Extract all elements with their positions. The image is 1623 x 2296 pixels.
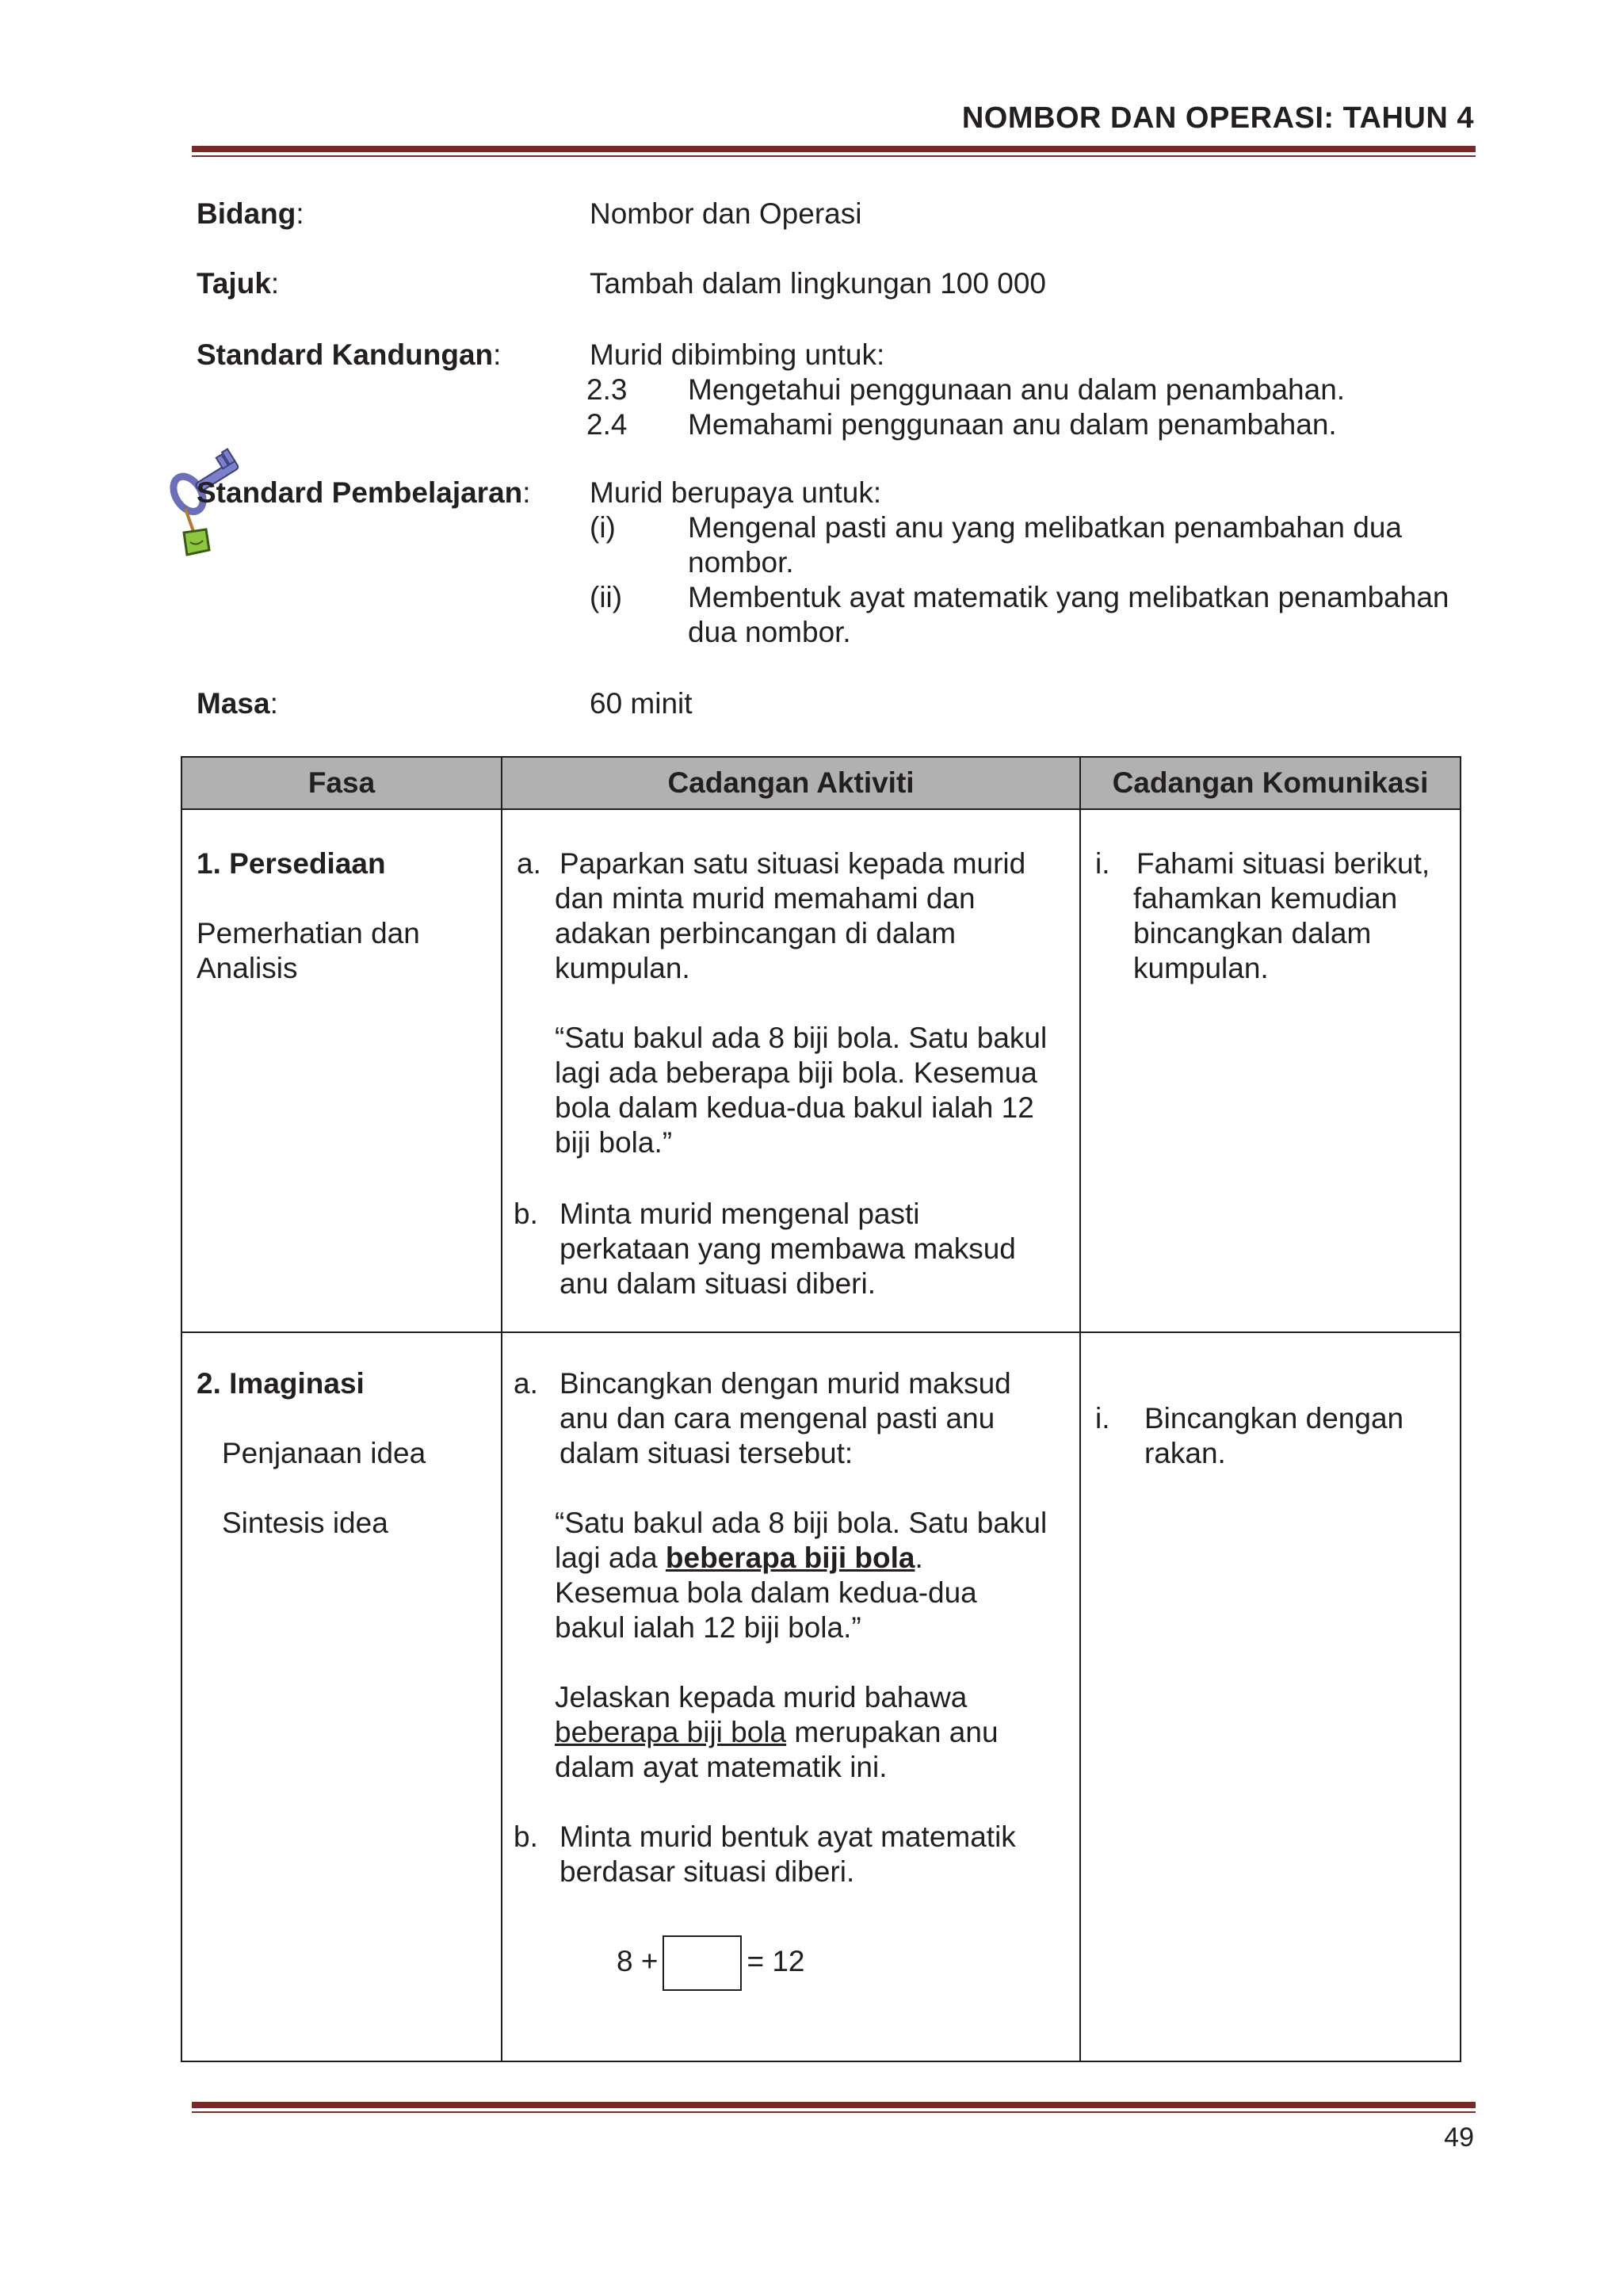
activity-text: Paparkan satu situasi kepada murid: [559, 847, 1026, 880]
masa-label: Masa:: [197, 687, 278, 720]
table-header-row: [181, 757, 1461, 809]
standard-kandungan-intro: Murid dibimbing untuk:: [590, 338, 885, 371]
situation-quote: “Satu bakul ada 8 biji bola. Satu bakul: [555, 1022, 1048, 1054]
aktiviti-cell: [502, 809, 1080, 1332]
bidang-value: Nombor dan Operasi: [590, 197, 862, 230]
header-rule: [192, 146, 1476, 157]
communication-text: rakan.: [1144, 1437, 1226, 1469]
fasa-cell: [181, 809, 502, 1332]
situation-quote: biji bola.”: [555, 1126, 673, 1159]
aktiviti-cell: [502, 1332, 1080, 2061]
list-marker: a.: [514, 1367, 538, 1400]
fasa-title: 2. Imaginasi: [197, 1367, 365, 1400]
explanation-text: Jelaskan kepada murid bahawa: [555, 1681, 968, 1713]
communication-text: Fahami situasi berikut,: [1136, 847, 1430, 880]
unknown-underline: beberapa biji bola: [555, 1716, 787, 1748]
tajuk-value: Tambah dalam lingkungan 100 000: [590, 267, 1046, 300]
komunikasi-cell: [1080, 1332, 1461, 2061]
activity-table: [181, 756, 1461, 2062]
activity-text: anu dalam situasi diberi.: [559, 1267, 876, 1300]
activity-text: anu dan cara mengenal pasti anu: [559, 1402, 995, 1435]
list-marker: b.: [514, 1820, 538, 1853]
bidang-label: Bidang:: [197, 197, 304, 230]
sk-item-text: Memahami penggunaan anu dalam penambahan.: [688, 408, 1337, 441]
list-marker: b.: [514, 1198, 538, 1230]
sk-item-number: 2.3: [586, 373, 628, 406]
fasa-subtitle: Analisis: [197, 952, 298, 984]
situation-quote: lagi ada beberapa biji bola.: [555, 1541, 923, 1574]
communication-text: Bincangkan dengan: [1144, 1402, 1404, 1435]
activity-text: kumpulan.: [555, 952, 690, 984]
standard-pembelajaran-intro: Murid berupaya untuk:: [590, 476, 882, 509]
footer-rule: [192, 2102, 1476, 2113]
situation-quote: Kesemua bola dalam kedua-dua: [555, 1576, 977, 1609]
communication-text: kumpulan.: [1133, 952, 1269, 984]
activity-text: adakan perbincangan di dalam: [555, 917, 957, 949]
situation-quote: bola dalam kedua-dua bakul ialah 12: [555, 1091, 1034, 1124]
sp-item-text: Mengenal pasti anu yang melibatkan penambahan dua: [688, 511, 1402, 544]
page-header-title: NOMBOR DAN OPERASI: TAHUN 4: [961, 101, 1474, 135]
communication-text: bincangkan dalam: [1133, 917, 1372, 949]
fasa-title: 1. Persediaan: [197, 847, 386, 880]
math-equation: 8 + = 12: [617, 1935, 805, 1991]
header-cadangan-aktiviti: Cadangan Aktiviti: [502, 757, 1080, 809]
list-marker: a.: [517, 847, 541, 880]
unknown-box: [663, 1935, 742, 1991]
sp-item-text: dua nombor.: [688, 616, 851, 648]
sk-item-text: Mengetahui penggunaan anu dalam penambahan.: [688, 373, 1346, 406]
situation-quote: “Satu bakul ada 8 biji bola. Satu bakul: [555, 1507, 1048, 1539]
communication-text: fahamkan kemudian: [1133, 882, 1398, 915]
sp-item-text: nombor.: [688, 546, 794, 579]
explanation-text: beberapa biji bola merupakan anu: [555, 1716, 999, 1748]
header-fasa: Fasa: [181, 757, 502, 809]
sk-item-number: 2.4: [586, 408, 628, 441]
activity-text: perkataan yang membawa maksud: [559, 1232, 1016, 1265]
sp-item-number: (ii): [590, 581, 623, 613]
list-marker: i.: [1095, 847, 1110, 880]
komunikasi-cell: [1080, 809, 1461, 1332]
masa-value: 60 minit: [590, 687, 693, 720]
fasa-subtitle: Penjanaan idea: [222, 1437, 426, 1469]
header-cadangan-komunikasi: Cadangan Komunikasi: [1080, 757, 1461, 809]
fasa-cell: [181, 1332, 502, 2061]
activity-text: Minta murid mengenal pasti: [559, 1198, 920, 1230]
explanation-text: dalam ayat matematik ini.: [555, 1751, 888, 1783]
sp-item-number: (i): [590, 511, 616, 544]
situation-quote: lagi ada beberapa biji bola. Kesemua: [555, 1056, 1037, 1089]
fasa-subtitle: Sintesis idea: [222, 1507, 388, 1539]
activity-text: dan minta murid memahami dan: [555, 882, 976, 915]
activity-text: Bincangkan dengan murid maksud: [559, 1367, 1011, 1400]
standard-kandungan-label: Standard Kandungan:: [197, 338, 502, 371]
page-number: 49: [1444, 2122, 1474, 2153]
situation-quote: bakul ialah 12 biji bola.”: [555, 1611, 861, 1644]
fasa-subtitle: Pemerhatian dan: [197, 917, 420, 949]
table-row: [181, 809, 1461, 1332]
activity-text: Minta murid bentuk ayat matematik: [559, 1820, 1016, 1853]
tajuk-label: Tajuk:: [197, 267, 280, 300]
table-row: [181, 1332, 1461, 2061]
list-marker: i.: [1095, 1402, 1110, 1435]
standard-pembelajaran-label: Standard Pembelajaran:: [197, 476, 531, 509]
unknown-emphasis: beberapa biji bola: [665, 1541, 915, 1574]
activity-text: berdasar situasi diberi.: [559, 1855, 855, 1888]
activity-text: dalam situasi tersebut:: [559, 1437, 854, 1469]
sp-item-text: Membentuk ayat matematik yang melibatkan penambahan: [688, 581, 1449, 613]
